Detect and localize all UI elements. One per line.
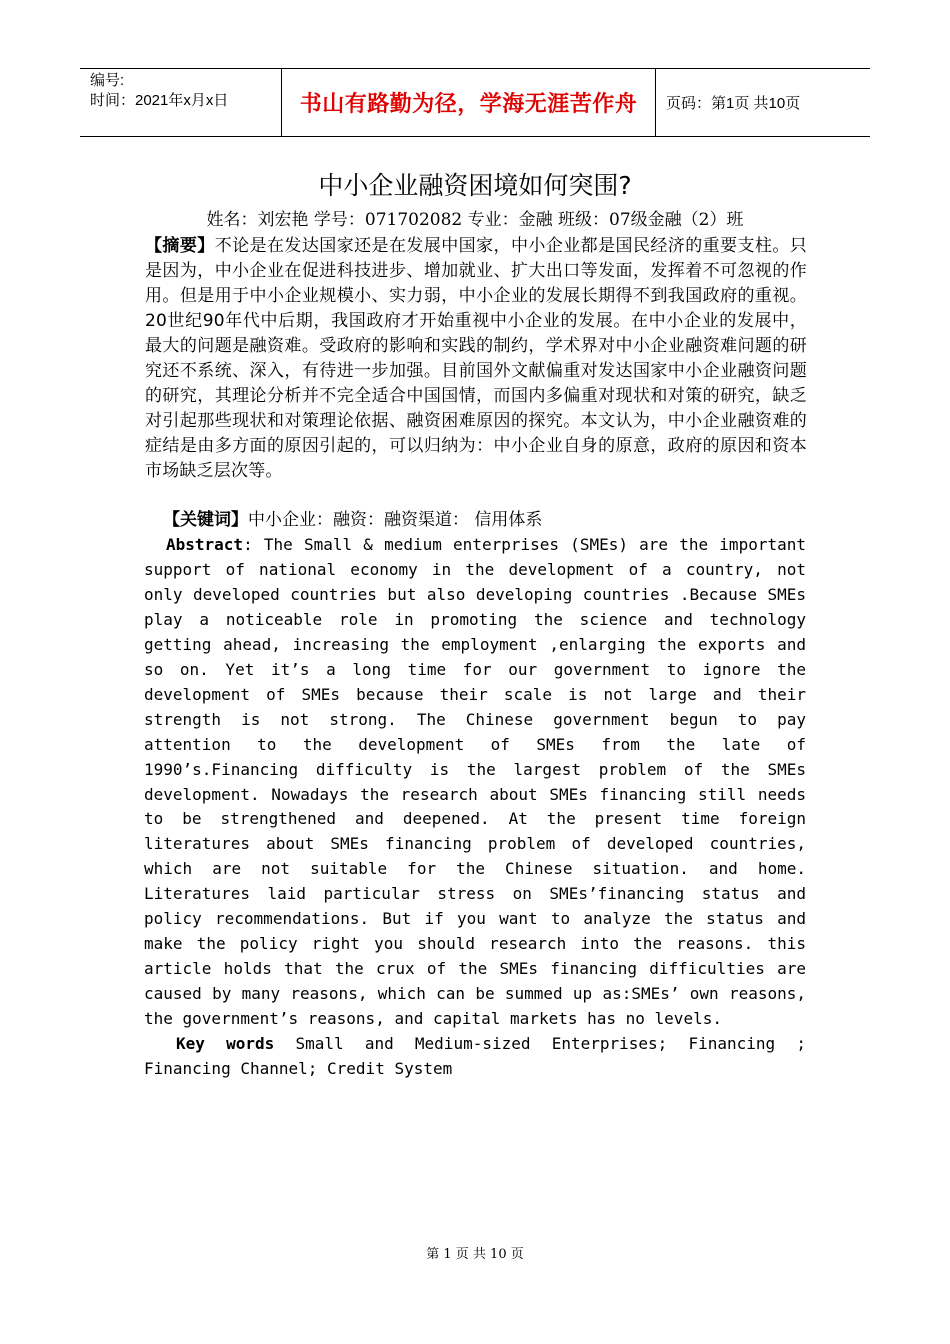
header-meta-cell	[80, 69, 282, 136]
document-number-label: 编号:	[90, 72, 125, 89]
document-date: 时间：2021年x月x日	[90, 92, 229, 109]
keywords-cn-label: 【关键词】	[163, 510, 248, 530]
abstract-cn-text: 不论是在发达国家还是在发展中国家，中小企业都是国民经济的重要支柱。只是因为，中小企业在促进科技进步、增加就业、扩大出口等发面，发挥着不可忽视的作用。但是用于中小企业规模小、实力弱，中小企业的发展长期得不到我国政府的重视。20世纪90年代中后期，我国政府才开始重视中小企业的发展。在中小企业的发展中，最大的问题是融资难。受政府的影响和实践的制约，学术界对中小企业融资难问题的研究还不系统、深入，有待进一步加强。目前国外文献偏重对发达国家中小企业融资问题的研究，其理论分析并不完全适合中国国情，而国内多偏重对现状和对策的研究，缺乏对引起那些现状和对策理论依据、融资困难原因的探究。本文认为，中小企业融资难的症结是由多方面的原因引起的，可以归纳为：中小企业自身的原意，政府的原因和资本市场缺乏层次等。	[145, 236, 807, 481]
abstract-english	[144, 533, 806, 1082]
abstract-chinese	[145, 234, 807, 484]
keywords-en-label: Key words	[176, 1034, 275, 1054]
header-page-cell	[656, 69, 870, 136]
abstract-en-label: Abstract	[166, 535, 244, 554]
header-page-info: 页码：第1页 共10页	[666, 95, 801, 112]
article-title: 中小企业融资困境如何突围?	[318, 171, 632, 200]
abstract-cn-label: 【摘要】	[145, 236, 215, 256]
page-header	[80, 68, 870, 137]
keywords-cn-text: 中小企业：融资：融资渠道： 信用体系	[248, 510, 543, 530]
author-line: 姓名：刘宏艳 学号：071702082 专业：金融 班级：07级金融（2）班	[206, 210, 744, 230]
keywords-chinese	[145, 508, 807, 533]
keywords-english	[144, 1032, 806, 1082]
abstract-en-text: : The Small & medium enterprises (SMEs) are the important support of national economy in the development of a country, not only developed countries but also developing countries .Because SMEs play a noticeable role in promoting the science and technology getting ahead, increasing the employment ,enlarging the exports and so on. Yet it’s a long time for our government to ignore the development of SMEs because their scale is not large and their strength is not strong. The Chinese government begun to pay attention to the development of SMEs from the late of 1990’s.Financing difficulty is the largest problem of the SMEs development. Nowadays the research about SMEs financing still needs to be strengthened and deepened. At the present time foreign literatures about SMEs financing problem of developed countries, which are not suitable for the Chinese situation. and home. Literatures laid particular stress on SMEs’financing status and policy recommendations. But if you want to analyze the status and make the policy right you should research into the reasons. this article holds that the crux of the SMEs financing difficulties are caused by many reasons, which can be summed up as:SMEs’ own reasons, the government’s reasons, and capital markets has no levels.	[144, 535, 806, 1029]
page-footer: 第 1 页 共 10 页	[426, 1247, 524, 1262]
header-motto: 书山有路勤为径，学海无涯苦作舟	[299, 91, 638, 116]
keywords-en-text: Small and Medium-sized Enterprises; Financing ; Financing Channel; Credit System	[144, 1034, 807, 1079]
header-motto-cell	[282, 69, 656, 136]
